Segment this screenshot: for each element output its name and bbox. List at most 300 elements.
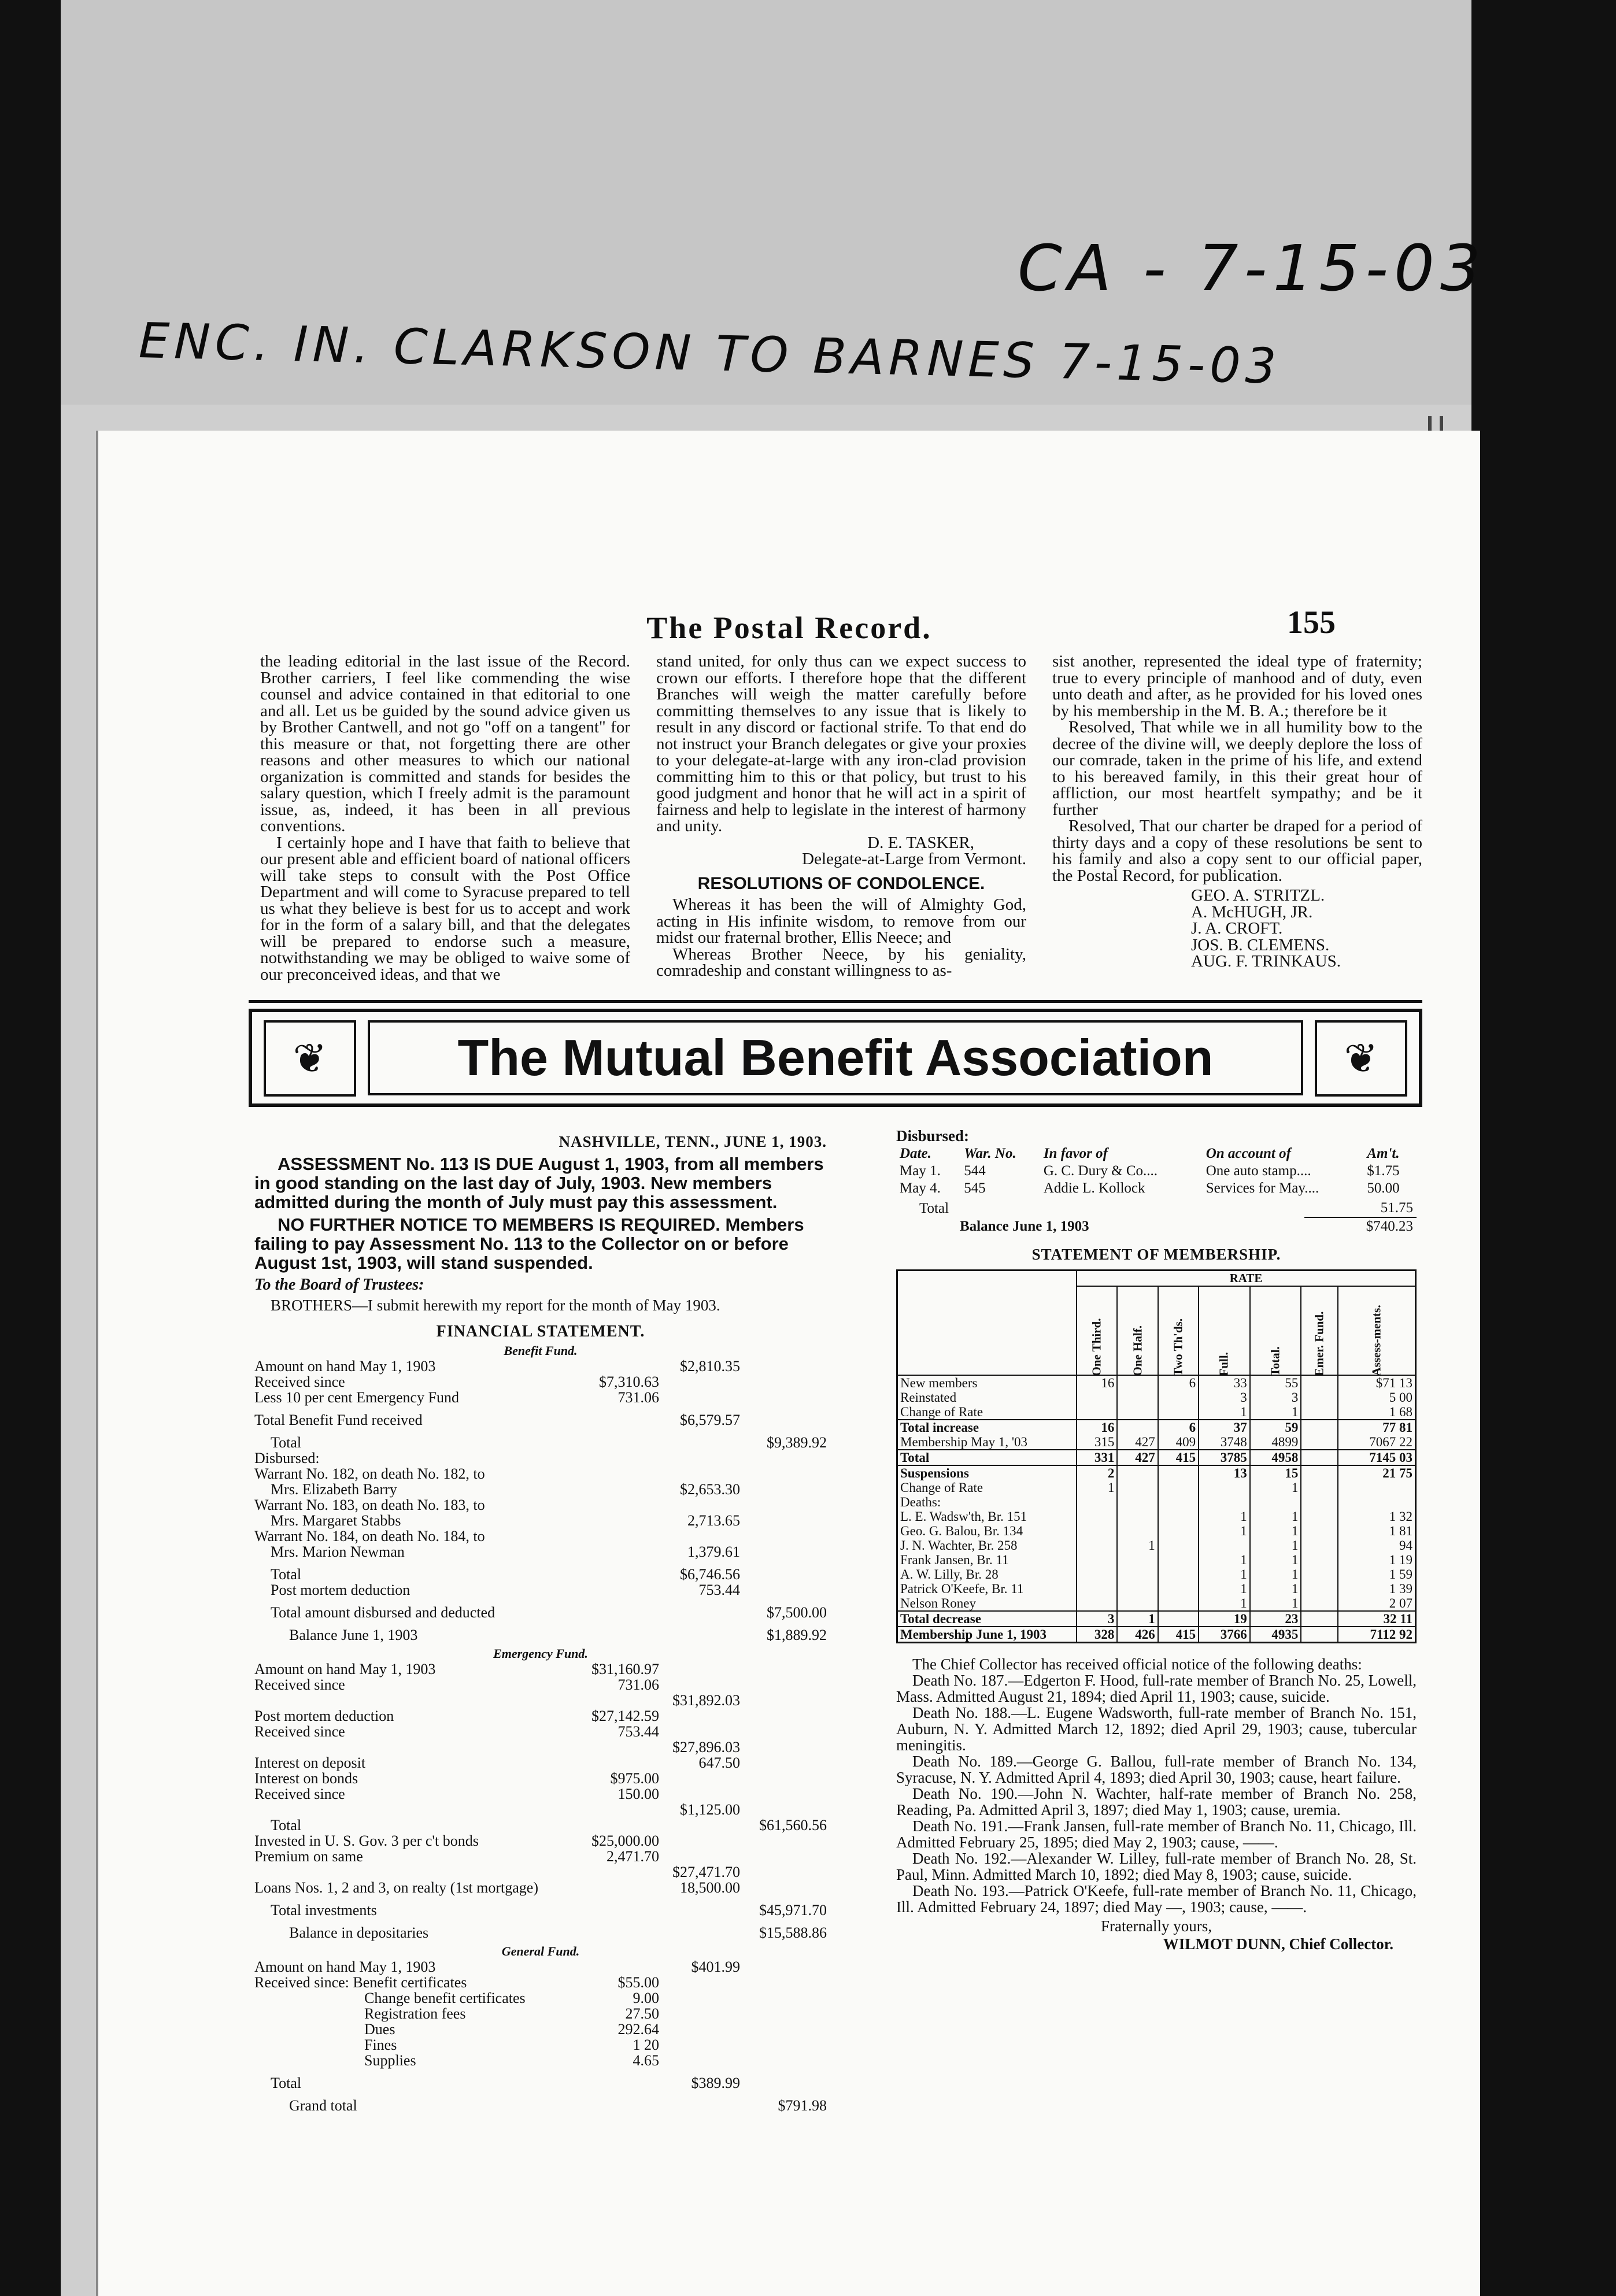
amount: $61,560.56 — [759, 1817, 827, 1834]
table-cell: 4935 — [1250, 1627, 1301, 1643]
amount — [659, 1497, 740, 1513]
amount — [740, 1497, 827, 1513]
table-cell — [1301, 1596, 1337, 1611]
row-label: Deaths: — [900, 1495, 941, 1509]
table-row — [254, 1497, 827, 1513]
amount: 27.50 — [625, 2005, 659, 2022]
amount — [659, 1374, 740, 1390]
amount — [740, 1802, 827, 1817]
disbursed-balance-label: Balance June 1, 1903 — [960, 1218, 1089, 1234]
row-label: Total — [271, 1817, 302, 1834]
amount — [659, 1677, 740, 1693]
report-dateline: NASHVILLE, TENN., JUNE 1, 1903. — [559, 1133, 827, 1150]
table-row — [897, 1524, 1416, 1538]
table-cell: Addie L. Kollock — [1043, 1180, 1145, 1196]
table-row — [254, 1567, 827, 1582]
table-cell — [1301, 1567, 1337, 1582]
table-row — [896, 1162, 1417, 1180]
table-cell: 13 — [1199, 1465, 1250, 1480]
disbursed-table — [896, 1145, 1417, 1197]
table-cell — [1301, 1375, 1337, 1390]
amount — [659, 1975, 740, 1990]
row-label: Received since — [254, 1676, 345, 1693]
row-label: Warrant No. 183, on death No. 183, to — [254, 1497, 485, 1513]
amount — [659, 1925, 740, 1941]
mba-right-column — [896, 1127, 1417, 1953]
row-label: Balance June 1, 1903 — [289, 1627, 418, 1643]
table-cell — [1301, 1611, 1337, 1627]
table-cell: 4958 — [1250, 1450, 1301, 1465]
table-cell: 1 — [1199, 1567, 1250, 1582]
row-label: Received since — [254, 1723, 345, 1740]
table-cell — [1077, 1509, 1117, 1524]
column-header: War. No. — [964, 1146, 1016, 1161]
table-row — [254, 1802, 827, 1817]
table-cell: May 1. — [900, 1163, 941, 1179]
amount — [659, 1661, 740, 1677]
table-cell: 1 — [1199, 1524, 1250, 1538]
amount — [578, 1620, 659, 1627]
amount — [659, 1627, 740, 1643]
amount: $2,653.30 — [680, 1481, 740, 1498]
amount: $27,471.70 — [672, 1864, 740, 1880]
table-row — [254, 1959, 827, 1975]
amount: $975.00 — [610, 1770, 659, 1787]
table-cell: 1 32 — [1338, 1509, 1416, 1524]
column-header — [1199, 1286, 1250, 1375]
table-row — [254, 2068, 827, 2075]
amount — [659, 1724, 740, 1739]
paragraph: sist another, represented the ideal type of fraternity; true to every principle of manhood and of duty, even unto death and after, as he provided for his loved ones by his membership in the M. B. A.; therefore be it — [1052, 652, 1422, 720]
row-label: Total investments — [271, 1902, 377, 1919]
row-label: Dues — [364, 2021, 395, 2038]
disbursed-balance: $740.23 — [1366, 1219, 1413, 1234]
amount — [578, 1627, 659, 1643]
table-cell — [1158, 1509, 1199, 1524]
amount — [578, 1582, 659, 1598]
table-cell — [1199, 1480, 1250, 1495]
amount — [578, 1482, 659, 1497]
table-row — [897, 1405, 1416, 1420]
table-row — [897, 1465, 1416, 1480]
table-cell: 55 — [1250, 1375, 1301, 1390]
table-row — [897, 1582, 1416, 1596]
signer: J. A. CROFT. — [1191, 919, 1283, 938]
amount — [659, 1918, 740, 1925]
table-cell — [1199, 1495, 1250, 1509]
amount — [578, 1693, 659, 1708]
table-row — [897, 1627, 1416, 1643]
table-cell — [1117, 1480, 1158, 1495]
article-column-1 — [260, 653, 630, 983]
table-cell: 16 — [1077, 1420, 1117, 1435]
table-cell: 1 59 — [1338, 1567, 1416, 1582]
row-label — [254, 1693, 578, 1708]
benefit-fund-table — [254, 1358, 827, 1643]
amount — [740, 2037, 827, 2053]
table-cell — [1301, 1450, 1337, 1465]
row-label: L. E. Wadsw'th, Br. 151 — [900, 1509, 1027, 1524]
row-label — [254, 1560, 578, 1567]
table-row — [897, 1375, 1416, 1390]
table-cell — [1117, 1495, 1158, 1509]
paragraph: Resolved, That while we in all humility bow to the decree of the divine will, we deeply deplore the loss of our comrade, taken in the prime of his life, and extend to his bereaved family, in this their great hour of affliction, our most heartfelt sympathy; and be it further — [1052, 718, 1422, 819]
table-cell: 3 — [1199, 1390, 1250, 1405]
amount — [740, 1771, 827, 1786]
table-cell — [1301, 1435, 1337, 1450]
table-cell: 1 — [1250, 1509, 1301, 1524]
table-cell — [1301, 1405, 1337, 1420]
disbursed-total: 51.75 — [1304, 1199, 1417, 1217]
amount: $27,896.03 — [672, 1739, 740, 1756]
amount — [578, 1450, 659, 1466]
row-label: Mrs. Marion Newman — [271, 1543, 405, 1560]
assessment-notice: ASSESSMENT No. 113 IS DUE August 1, 1903, from all members in good standing on the last day of July, 1903. New members admitted during the month of July must pay this assessment. — [254, 1154, 824, 1212]
table-cell: 426 — [1117, 1627, 1158, 1643]
amount: 753.44 — [698, 1582, 740, 1598]
signer: GEO. A. STRITZL. — [1191, 886, 1325, 905]
amount: $2,810.35 — [680, 1358, 740, 1375]
amount — [659, 1598, 740, 1605]
table-cell: 1 — [1117, 1538, 1158, 1553]
table-cell — [1158, 1596, 1199, 1611]
amount — [578, 1412, 659, 1428]
amount: $15,588.86 — [759, 1924, 827, 1941]
table-cell — [1077, 1582, 1117, 1596]
amount — [578, 1739, 659, 1755]
amount — [740, 1358, 827, 1374]
amount — [740, 1661, 827, 1677]
table-cell — [1077, 1405, 1117, 1420]
paragraph: stand united, for only thus can we expect success to crown our efforts. I therefore hope that the different Branches will weigh the matter carefully before committing themselves to any issue that is likely to result in any discord or factional strife. To that end do not instruct your Branch delegates or give your proxies to your delegate-at-large with any iron-clad provision committing him to this or that policy, but trust to his good judgment and honor that he will act in a spirit of fairness and help to legislate in the interest of harmony and unity. — [656, 652, 1026, 835]
amount — [740, 1582, 827, 1598]
handwritten-enclosure-note: ENC. IN. CLARKSON TO BARNES 7-15-03 — [138, 312, 1282, 395]
table-cell: 50.00 — [1367, 1180, 1400, 1196]
table-row — [897, 1420, 1416, 1435]
table-row — [897, 1435, 1416, 1450]
table-row — [254, 1771, 827, 1786]
row-label: Post mortem deduction — [254, 1708, 394, 1724]
amount — [740, 1466, 827, 1482]
row-label — [254, 1864, 578, 1880]
table-cell — [1158, 1405, 1199, 1420]
column-header-label: Full. — [1216, 1352, 1231, 1376]
death-notices — [896, 1656, 1417, 1915]
row-label: Total Benefit Fund received — [254, 1412, 423, 1428]
amount: 1,379.61 — [687, 1543, 740, 1560]
column-header — [1117, 1286, 1158, 1375]
column-header — [1158, 1286, 1199, 1375]
table-row — [254, 2075, 827, 2091]
table-cell: May 4. — [900, 1180, 941, 1196]
table-cell — [1301, 1509, 1337, 1524]
amount — [659, 1605, 740, 1620]
table-row — [254, 1739, 827, 1755]
table-cell: 1 — [1250, 1553, 1301, 1567]
amount: 753.44 — [617, 1723, 659, 1740]
table-cell — [1301, 1465, 1337, 1480]
amount: 4.65 — [633, 2052, 659, 2069]
row-label: Interest on deposit — [254, 1754, 366, 1771]
table-cell: 4899 — [1250, 1435, 1301, 1450]
table-cell: 7145 03 — [1338, 1450, 1416, 1465]
signature-title: Delegate-at-Large from Vermont. — [802, 850, 1026, 868]
column-header — [1077, 1286, 1117, 1375]
amount — [659, 1990, 740, 2006]
table-cell: 1 — [1250, 1567, 1301, 1582]
row-label — [254, 1739, 578, 1755]
amount — [578, 1466, 659, 1482]
table-cell — [1301, 1627, 1337, 1643]
table-cell — [1077, 1390, 1117, 1405]
table-cell — [1158, 1567, 1199, 1582]
newspaper-page — [98, 431, 1480, 2296]
amount: $7,500.00 — [767, 1604, 827, 1621]
row-label: Membership May 1, '03 — [900, 1435, 1028, 1449]
table-cell — [1158, 1553, 1199, 1567]
row-label — [254, 1428, 578, 1435]
amount — [578, 1497, 659, 1513]
row-label: Disbursed: — [254, 1450, 320, 1467]
table-row — [896, 1180, 1417, 1197]
table-cell: 1 39 — [1338, 1582, 1416, 1596]
table-row — [897, 1567, 1416, 1582]
signature: D. E. TASKER, — [867, 833, 974, 852]
amount — [740, 1786, 827, 1802]
row-label: Grand total — [289, 2097, 357, 2114]
amount — [659, 1528, 740, 1544]
table-cell: 3748 — [1199, 1435, 1250, 1450]
table-cell — [1117, 1375, 1158, 1390]
table-row — [254, 1833, 827, 1849]
column-header: In favor of — [1043, 1146, 1108, 1161]
table-cell: 3785 — [1199, 1450, 1250, 1465]
row-label: Warrant No. 184, on death No. 184, to — [254, 1528, 485, 1545]
table-row — [897, 1450, 1416, 1465]
general-fund-heading: General Fund. — [501, 1944, 580, 1958]
row-label: Registration fees — [364, 2005, 466, 2022]
column-header-label: Total. — [1268, 1346, 1282, 1376]
row-label: New members — [900, 1376, 978, 1390]
row-label: J. N. Wachter, Br. 258 — [900, 1538, 1018, 1553]
table-cell — [1158, 1538, 1199, 1553]
row-label: Received since — [254, 1373, 345, 1390]
row-label: Received since — [254, 1786, 345, 1802]
row-label: Change of Rate — [900, 1480, 983, 1495]
row-label: Total — [271, 1566, 302, 1583]
table-cell: 37 — [1199, 1420, 1250, 1435]
amount — [659, 1450, 740, 1466]
death-notice: Death No. 190.—John N. Wachter, half-rate member of Branch No. 258, Reading, Pa. Admitted April 3, 1897; died May 1, 1903; cause, uremia. — [896, 1785, 1417, 1819]
amount: 731.06 — [617, 1676, 659, 1693]
emergency-fund-heading: Emergency Fund. — [493, 1646, 588, 1661]
table-row — [254, 1627, 827, 1643]
paragraph: the leading editorial in the last issue of the Record. Brother carriers, I feel like commending the wise counsel and advice contained in that editorial to one and all. Let us be guided by the sound advice given us by Brother Cantwell, and not go "off on a tangent" for this measure or that, not forgetting there are other reasons and other measures to which our national organization is committed and stands for besides the salary question, which I freely admit is the paramount issue, as, indeed, it has been in all previous conventions. — [260, 652, 630, 835]
table-cell: $1.75 — [1367, 1163, 1400, 1179]
row-label: Fines — [364, 2036, 397, 2053]
table-cell: 94 — [1338, 1538, 1416, 1553]
signer: AUG. F. TRINKAUS. — [1191, 952, 1341, 971]
amount — [740, 1528, 827, 1544]
paragraph: Resolved, That our charter be draped for a period of thirty days and a copy of these resolutions be sent to his family and also a copy sent to our official paper, the Postal Record, for publication. — [1052, 817, 1422, 885]
row-label: Premium on same — [254, 1848, 363, 1865]
table-row — [254, 1513, 827, 1528]
amount — [659, 1708, 740, 1724]
ornament-icon: ❦ — [1315, 1020, 1407, 1097]
table-cell: Services for May.... — [1205, 1180, 1319, 1196]
table-cell: 415 — [1158, 1627, 1199, 1643]
amount — [740, 1739, 827, 1755]
amount: $1,125.00 — [680, 1801, 740, 1818]
amount — [659, 2006, 740, 2021]
amount: $389.99 — [691, 2075, 740, 2091]
table-cell: 1 — [1199, 1405, 1250, 1420]
row-label: Geo. G. Balou, Br. 134 — [900, 1524, 1023, 1538]
amount — [740, 1405, 827, 1412]
table-cell — [1117, 1582, 1158, 1596]
row-label: Suspensions — [897, 1465, 1077, 1480]
row-label: Nelson Roney — [900, 1596, 976, 1610]
amount — [659, 2053, 740, 2068]
table-row — [254, 1677, 827, 1693]
mba-left-column — [254, 1133, 827, 2113]
row-label: Total — [271, 2075, 302, 2091]
amount — [578, 1567, 659, 1582]
article-column-3 — [1052, 653, 1422, 970]
table-row — [897, 1390, 1416, 1405]
amount — [740, 1412, 827, 1428]
amount: $55.00 — [617, 1974, 659, 1991]
table-cell: 1 — [1117, 1611, 1158, 1627]
death-notice: Death No. 192.—Alexander W. Lilley, full-rate member of Branch No. 28, St. Paul, Minn. Admitted March 10, 1892; died May 8, 1903; cause, suicide. — [896, 1850, 1417, 1883]
row-label: A. W. Lilly, Br. 28 — [900, 1567, 999, 1582]
column-header-label: Emer. Fund. — [1312, 1311, 1326, 1376]
table-cell: 415 — [1158, 1450, 1199, 1465]
table-cell: 3 — [1250, 1390, 1301, 1405]
paragraph: Whereas it has been the will of Almighty God, acting in His infinite wisdom, to remove from our midst our fraternal brother, Ellis Neece; and — [656, 895, 1026, 947]
amount: $6,579.57 — [680, 1412, 740, 1428]
amount — [740, 1849, 827, 1864]
amount — [578, 2098, 659, 2113]
row-label: Change of Rate — [900, 1405, 983, 1419]
amount: 18,500.00 — [680, 1879, 740, 1896]
column-header-label: One Third. — [1089, 1318, 1104, 1376]
row-label: Total decrease — [897, 1611, 1077, 1627]
table-row — [897, 1553, 1416, 1567]
amount — [740, 1374, 827, 1390]
amount: $31,892.03 — [672, 1692, 740, 1709]
table-cell: 5 00 — [1338, 1390, 1416, 1405]
table-row — [254, 1902, 827, 1918]
table-row — [254, 1708, 827, 1724]
table-cell: 3 — [1077, 1611, 1117, 1627]
table-row — [254, 1990, 827, 2006]
signers — [1052, 887, 1422, 970]
table-cell — [1301, 1390, 1337, 1405]
table-cell — [1338, 1495, 1416, 1509]
amount — [659, 1428, 740, 1435]
amount — [740, 1990, 827, 2006]
financial-heading: FINANCIAL STATEMENT. — [436, 1323, 645, 1340]
death-intro: The Chief Collector has received official notice of the following deaths: — [912, 1656, 1362, 1673]
table-cell — [1117, 1567, 1158, 1582]
amount — [740, 2068, 827, 2075]
table-row — [254, 1528, 827, 1544]
amount — [578, 1405, 659, 1412]
table-row — [254, 1755, 827, 1771]
table-cell — [1158, 1524, 1199, 1538]
row-label: Total amount disbursed and deducted — [271, 1604, 495, 1621]
amount — [578, 1880, 659, 1895]
amount — [659, 1902, 740, 1918]
row-label: Received since: Benefit certificates — [254, 1974, 467, 1991]
table-cell: $71 13 — [1338, 1375, 1416, 1390]
amount — [740, 1755, 827, 1771]
signer: A. McHUGH, JR. — [1191, 902, 1313, 921]
table-cell — [1077, 1538, 1117, 1553]
amount — [578, 2068, 659, 2075]
amount: $791.98 — [778, 2097, 827, 2114]
table-row — [897, 1509, 1416, 1524]
amount — [659, 1833, 740, 1849]
amount — [578, 1605, 659, 1620]
table-cell: 23 — [1250, 1611, 1301, 1627]
death-notice: Death No. 187.—Edgerton F. Hood, full-rate member of Branch No. 25, Lowell, Mass. Admitted August 21, 1894; died April 11, 1903; cause, suicide. — [896, 1672, 1417, 1705]
closing: Fraternally yours, — [1101, 1917, 1212, 1935]
table-cell — [1117, 1596, 1158, 1611]
to-board: To the Board of Trustees: — [254, 1276, 424, 1294]
table-row — [896, 1199, 1417, 1217]
row-label: Frank Jansen, Br. 11 — [900, 1553, 1009, 1567]
benefit-fund-heading: Benefit Fund. — [504, 1343, 578, 1358]
table-header-row — [896, 1145, 1417, 1162]
table-row — [254, 1482, 827, 1497]
table-cell: 2 07 — [1338, 1596, 1416, 1611]
table-cell — [1117, 1509, 1158, 1524]
table-cell — [1250, 1495, 1301, 1509]
table-row — [254, 1374, 827, 1390]
row-label: Membership June 1, 1903 — [897, 1627, 1077, 1643]
table-cell — [1117, 1465, 1158, 1480]
amount — [659, 2037, 740, 2053]
paragraph: Whereas Brother Neece, by his geniality, comradeship and constant willingness to as- — [656, 945, 1026, 980]
amount — [578, 2091, 659, 2098]
table-row — [254, 1786, 827, 1802]
table-header-row — [897, 1271, 1416, 1287]
table-cell — [1117, 1420, 1158, 1435]
table-cell — [1158, 1611, 1199, 1627]
table-cell: 1 — [1199, 1582, 1250, 1596]
table-cell: 544 — [964, 1163, 986, 1179]
row-label: Invested in U. S. Gov. 3 per c't bonds — [254, 1832, 479, 1849]
row-label: Interest on bonds — [254, 1770, 358, 1787]
table-cell: 1 68 — [1338, 1405, 1416, 1420]
table-cell: 331 — [1077, 1450, 1117, 1465]
mba-banner — [249, 1009, 1422, 1107]
amount — [659, 1817, 740, 1833]
table-cell: 1 — [1199, 1553, 1250, 1567]
table-cell: 1 — [1250, 1582, 1301, 1596]
article-column-2 — [656, 653, 1026, 979]
amount — [578, 1428, 659, 1435]
row-label: Total — [897, 1450, 1077, 1465]
table-cell — [1301, 1480, 1337, 1495]
amount: $401.99 — [691, 1958, 740, 1975]
amount: 647.50 — [698, 1754, 740, 1771]
column-header-label: Assess-ments. — [1369, 1305, 1384, 1376]
table-cell: 2 — [1077, 1465, 1117, 1480]
table-cell — [1301, 1495, 1337, 1509]
